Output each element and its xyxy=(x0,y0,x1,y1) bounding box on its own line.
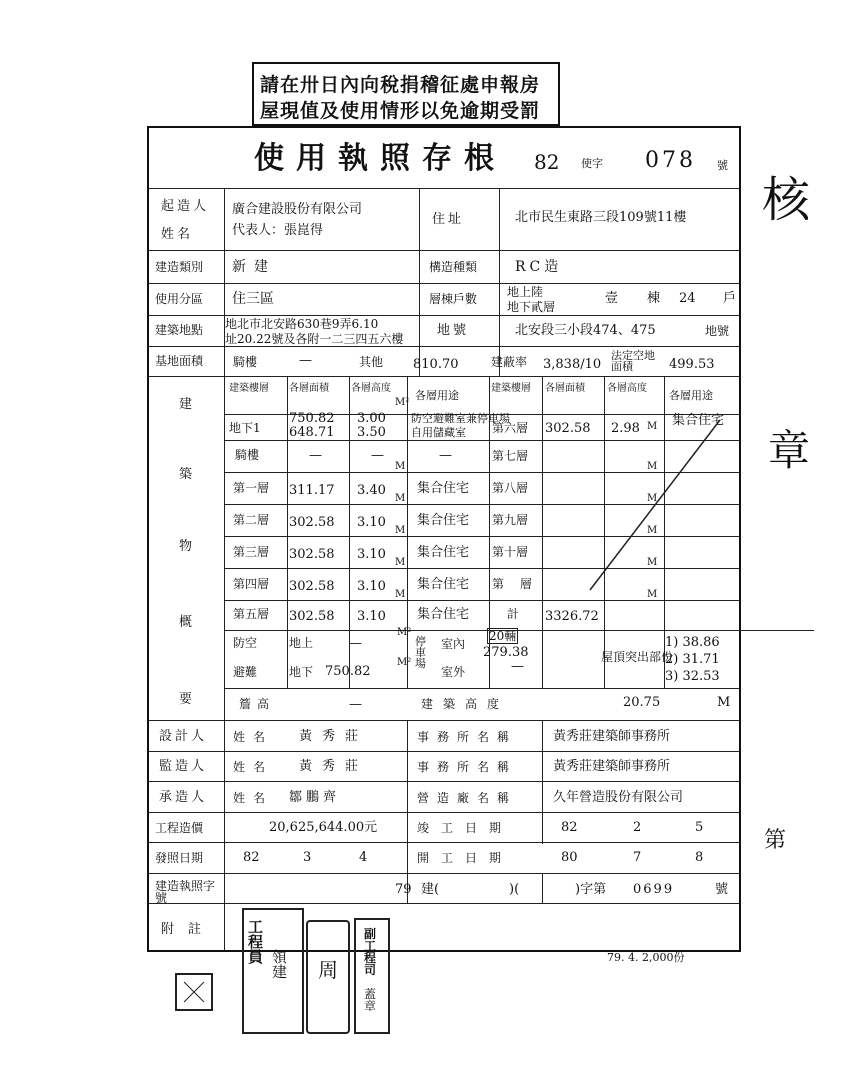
seal-icon xyxy=(170,968,220,1018)
label-floors-units: 層棟戶數 xyxy=(429,292,478,306)
permit-prefix: 79 xyxy=(395,882,412,897)
floor-use: 集合住宅 xyxy=(417,545,470,560)
license-zi: 使字 xyxy=(581,157,603,170)
stamp-deputy xyxy=(354,918,390,1034)
label-bldg-height: 建築高度 xyxy=(421,697,510,711)
notice-line-1: 請在卅日內向稅捐稽征處申報房 xyxy=(260,74,541,96)
stamp-engineer-text: 工程員 xyxy=(248,918,264,966)
label-name: 姓名 xyxy=(233,760,274,774)
floor-area: 302.58 xyxy=(289,609,335,624)
parking-count: 20輛 xyxy=(489,629,517,643)
floor-label: 第十層 xyxy=(492,545,529,559)
issue-day: 4 xyxy=(359,850,368,865)
floors-count: 壹 xyxy=(605,291,619,306)
floor-use: — xyxy=(439,448,452,463)
start-year: 80 xyxy=(561,850,578,865)
label-completion: 竣工日期 xyxy=(417,821,514,835)
bldg-height: 20.75 xyxy=(623,695,661,710)
floor-use: 集合住宅 xyxy=(672,413,725,428)
label-eaves: 簷高 xyxy=(239,697,276,711)
floor-area: 302.58 xyxy=(289,579,335,594)
label-bldg-3: 物 xyxy=(179,539,196,554)
designer-name: 黃秀莊 xyxy=(299,729,369,744)
contractor-name: 鄒鵬齊 xyxy=(289,790,341,805)
roof-3: 3) 32.53 xyxy=(665,669,720,684)
notice-box xyxy=(252,62,560,126)
civil-air-above: — xyxy=(349,636,362,651)
issue-month: 3 xyxy=(303,850,312,865)
arcade-area: — xyxy=(299,353,312,368)
unit-m: M xyxy=(395,589,406,600)
supervisor-name: 黃秀莊 xyxy=(299,759,369,774)
start-day: 8 xyxy=(695,850,704,865)
label-above: 地上 xyxy=(289,636,314,650)
label-parking: 停車場 xyxy=(415,635,426,670)
completion-day: 5 xyxy=(695,820,704,835)
label-lot: 地號 xyxy=(437,323,470,338)
unit-m: M xyxy=(395,461,406,472)
label-company: 營造廠名稱 xyxy=(417,791,518,805)
floor-area: 750.82 xyxy=(289,411,335,426)
hdr-floors-right: 建築樓層 xyxy=(491,383,531,394)
stamp-zhou xyxy=(306,920,350,1034)
hdr-area-left: 各層面積 xyxy=(289,383,329,394)
unit-m2: M² xyxy=(395,397,410,408)
floor-height: 3.10 xyxy=(357,609,386,624)
floor-label: 第四層 xyxy=(233,577,270,591)
civil-air-below: 750.82 xyxy=(325,664,371,679)
floor-area: 648.71 xyxy=(289,425,335,440)
parking-indoor: 279.38 xyxy=(483,645,529,660)
label-remarks: 附註 xyxy=(161,922,216,937)
use-zone: 住三區 xyxy=(232,291,274,307)
label-contractor: 承造人 xyxy=(159,790,208,805)
build-type: 新建 xyxy=(232,259,276,275)
hdr-height-right: 各層高度 xyxy=(607,383,647,394)
floor-label: 第七層 xyxy=(492,449,529,463)
struct-type: RC造 xyxy=(515,259,563,275)
owner-name: 廣合建設股份有限公司 xyxy=(232,202,363,217)
hdr-floors-left: 建築樓層 xyxy=(229,383,269,394)
handwriting-right-2: 章 xyxy=(768,426,811,475)
label-struct-type: 構造種類 xyxy=(429,260,478,274)
designer-office: 黃秀莊建築師事務所 xyxy=(553,729,671,744)
label-bldg-2: 築 xyxy=(179,467,196,482)
label-use-zone: 使用分區 xyxy=(155,292,204,306)
unit-m2: M² xyxy=(397,657,412,668)
floor-label: 第 層 xyxy=(492,577,538,591)
floor-label: 第一層 xyxy=(233,481,270,495)
unit-m: M xyxy=(717,695,731,710)
unit-m: M xyxy=(395,525,406,536)
label-civil-air-1: 防空 xyxy=(233,636,258,650)
unit-m: M xyxy=(647,589,658,600)
floor-use: 集合住宅 xyxy=(417,513,470,528)
roof-2: 2) 31.71 xyxy=(665,652,720,667)
permit-jian: 建( xyxy=(421,882,440,897)
floor-height: 3.10 xyxy=(357,579,386,594)
strike-line xyxy=(580,410,730,600)
floor-height: 3.00 xyxy=(357,411,386,426)
print-code: 79. 4. 2,000份 xyxy=(607,951,685,964)
label-below: 地下 xyxy=(289,665,314,679)
floor-use: 自用儲藏室 xyxy=(411,426,466,439)
floor-label: 第六層 xyxy=(492,421,529,435)
label-supervisor: 監造人 xyxy=(159,759,208,774)
license-number: 078 xyxy=(645,148,696,173)
floor-area: 302.58 xyxy=(289,515,335,530)
site-lot: 北安段三小段474、475 xyxy=(515,323,656,338)
unit-m: M xyxy=(395,557,406,568)
permit-number: 0699 xyxy=(633,882,675,897)
other-area: 810.70 xyxy=(413,357,459,372)
stamp-engineer xyxy=(242,908,304,1034)
label-site: 建築地點 xyxy=(155,323,204,337)
floor-label: 第八層 xyxy=(492,481,529,495)
handwriting-right-1: 核 xyxy=(762,172,811,228)
label-total: 計 xyxy=(507,607,520,621)
hdr-height-left: 各層高度 xyxy=(351,383,391,394)
label-permit: 建造執照字號 xyxy=(155,879,216,905)
unit-m: M xyxy=(647,525,658,536)
site-lot-suffix: 地號 xyxy=(705,324,730,338)
parking-outdoor: — xyxy=(511,659,524,674)
handwriting-right-3: 第 xyxy=(764,828,787,853)
issue-year: 82 xyxy=(243,850,260,865)
contractor-company: 久年營造股份有限公司 xyxy=(553,790,684,805)
floor-use: 防空避難室兼停車場 xyxy=(411,412,510,425)
floor-area: 311.17 xyxy=(289,483,335,498)
hdr-use-left: 各層用途 xyxy=(415,389,459,402)
floors-units: 24 xyxy=(679,291,696,306)
floors-above: 地上陸 xyxy=(507,285,544,299)
stamp-deputy-text: 副工程司 xyxy=(364,927,377,977)
label-name: 姓名 xyxy=(233,730,274,744)
label-roof: 屋頂突出部份 xyxy=(601,650,674,664)
stamp-zhou-text: 周 xyxy=(318,958,338,982)
supervisor-office: 黃秀莊建築師事務所 xyxy=(553,759,671,774)
floor-height: — xyxy=(371,448,384,463)
site-line-1: 地北市北安路630巷9弄6.10 xyxy=(225,317,379,331)
floors-unit-word: 戶 xyxy=(723,291,737,306)
label-civil-air-2: 避難 xyxy=(233,665,258,679)
floor-label: 第二層 xyxy=(233,513,270,527)
label-address: 住址 xyxy=(432,212,465,227)
license-year: 82 xyxy=(534,150,560,174)
coverage: 3,838/10 xyxy=(543,357,602,372)
label-cost: 工程造價 xyxy=(155,821,204,835)
unit-m: M xyxy=(647,421,658,432)
hdr-use-right: 各層用途 xyxy=(669,389,713,402)
floor-height: 3.50 xyxy=(357,425,386,440)
stamp-seal-text: 蓋章 xyxy=(364,987,377,1013)
start-month: 7 xyxy=(633,850,642,865)
label-issue: 發照日期 xyxy=(155,851,204,865)
label-build-type: 建造類別 xyxy=(155,260,204,274)
label-outdoor: 室外 xyxy=(441,665,466,679)
floor-label: 地下1 xyxy=(229,421,261,435)
unit-m: M xyxy=(395,493,406,504)
floor-use: 集合住宅 xyxy=(417,577,470,592)
floor-height: 3.10 xyxy=(357,515,386,530)
floor-label: 第三層 xyxy=(233,545,270,559)
label-bldg-5: 要 xyxy=(179,692,196,707)
label-indoor: 室內 xyxy=(441,637,466,651)
label-name: 姓名 xyxy=(233,791,274,805)
permit-hao: 號 xyxy=(715,882,729,897)
label-bldg-4: 概 xyxy=(179,615,196,630)
floor-label: 騎樓 xyxy=(235,448,260,462)
owner-address: 北市民生東路三段109號11樓 xyxy=(515,210,687,225)
floors-bldg-unit: 棟 xyxy=(647,291,661,306)
hdr-area-right: 各層面積 xyxy=(545,383,585,394)
label-coverage: 建蔽率 xyxy=(491,355,528,369)
floor-label: 第九層 xyxy=(492,513,529,527)
floor-height: 3.40 xyxy=(357,483,386,498)
floor-height: 3.10 xyxy=(357,547,386,562)
permit-close: )字第 xyxy=(575,882,607,897)
total-area: 3326.72 xyxy=(545,609,599,624)
label-designer: 設計人 xyxy=(159,729,208,744)
site-line-2: 址20.22號及各附一二三四五六樓 xyxy=(225,332,404,346)
unit-m: M xyxy=(647,461,658,472)
floor-height: 2.98 xyxy=(611,421,640,436)
unit-m: M xyxy=(647,557,658,568)
label-office: 事務所名稱 xyxy=(417,760,518,774)
floor-label: 第五層 xyxy=(233,607,270,621)
license-hao: 號 xyxy=(717,159,728,172)
owner-rep: 代表人：張崑得 xyxy=(232,223,324,238)
notice-line-2: 屋現值及使用情形以免逾期受罰 xyxy=(260,100,541,122)
stamp-license-text: 領建 xyxy=(272,948,288,981)
completion-year: 82 xyxy=(561,820,578,835)
label-other: 其他 xyxy=(359,355,384,369)
page-title: 使用執照存根 xyxy=(254,141,506,176)
floors-below: 地下貳層 xyxy=(507,300,556,314)
legal-open-area: 499.53 xyxy=(669,357,715,372)
unit-m: M xyxy=(647,493,658,504)
label-builder-2: 姓名 xyxy=(161,227,194,242)
floor-area: 302.58 xyxy=(289,547,335,562)
label-office: 事務所名稱 xyxy=(417,730,518,744)
unit-m2: M² xyxy=(397,627,412,638)
label-start: 開工日期 xyxy=(417,851,514,865)
eaves: — xyxy=(349,697,362,712)
floor-area: 302.58 xyxy=(545,421,591,436)
floor-use: 集合住宅 xyxy=(417,481,470,496)
label-legal-open: 法定空地面積 xyxy=(611,349,655,373)
label-land-area: 基地面積 xyxy=(155,354,204,368)
floor-area: — xyxy=(309,448,322,463)
label-builder-1: 起造人 xyxy=(161,199,210,214)
label-bldg-1: 建 xyxy=(179,397,196,412)
label-arcade: 騎樓 xyxy=(233,355,258,369)
cost: 20,625,644.00元 xyxy=(269,820,378,835)
permit-paren: )( xyxy=(509,882,520,897)
completion-month: 2 xyxy=(633,820,642,835)
roof-1: 1) 38.86 xyxy=(665,635,720,650)
floor-use: 集合住宅 xyxy=(417,607,470,622)
